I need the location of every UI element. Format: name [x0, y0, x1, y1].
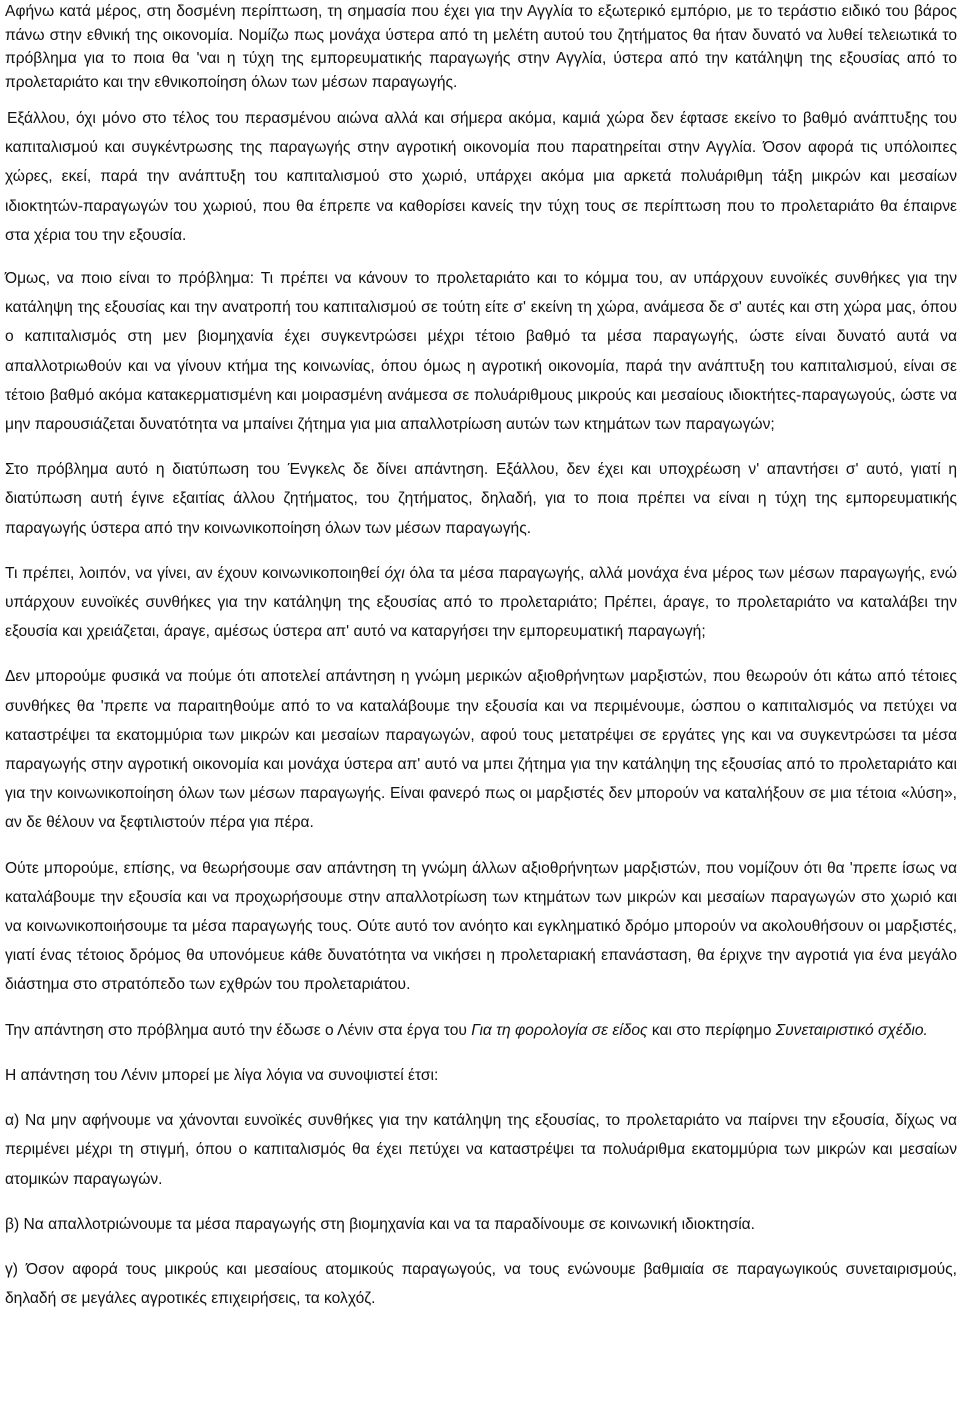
paragraph-gap	[5, 1090, 957, 1106]
paragraph-8	[5, 1016, 957, 1045]
paragraph-gap	[5, 94, 957, 104]
paragraph-gap	[5, 1045, 957, 1061]
paragraph-1: Αφήνω κατά μέρος, στη δοσμένη περίπτωση, τη σημασία που έχει για την Αγγλία το εξωτερικό εμπόριο, με το τεράστιο ειδικό του βάρος πάνω στην εθνική της οικονομία. Νομίζω πως μονάχα ύστερα από τη μελέτη αυτού του ζητήματος θα ήταν δυνατό να λυθεί τελειωτικά το πρόβλημα για το ποια θα 'ναι η τύχη της εμπορευματικής παραγωγής στην Αγγλία, ύστερα από την κατάληψη της εξουσίας από το προλεταριάτο και την εθνικοποίηση όλων των μέσων παραγωγής.	[5, 3, 957, 91]
paragraph-gap	[5, 1239, 957, 1255]
paragraph-gap	[5, 543, 957, 559]
paragraph-6: Δεν μπορούμε φυσικά να πούμε ότι αποτελεί απάντηση η γνώμη μερικών αξιοθρήνητων μαρξιστών, που θεωρούν ότι κάτω από τέτοιες συνθήκες θα 'πρεπε να παραιτηθούμε από το να καταλάβουμε την εξουσία και να περιμένουμε, ώσπου ο καπιταλισμός να πετύχει να καταστρέψει τα εκατομμύρια των μικρών και μεσαίων παραγωγών, αφού τους μετατρέψει σε εργάτες γης και να συγκεντρώσει τα μέσα παραγωγής στην αγροτική οικονομία και μονάχα ύστερα απ' αυτό να μπει ζήτημα για την κατάληψη της εξουσίας από το προλεταριάτο και για την κοινωνικοποίηση όλων των μέσων παραγωγής. Είναι φανερό πως οι μαρξιστές δεν μπορούν να καταλήξουν σε μια τέτοια «λύση», αν δε θέλουν να ξεφτιλιστούν πέρα για πέρα.	[5, 668, 957, 832]
paragraph-5-text-after: όλα τα μέσα παραγωγής, αλλά μονάχα ένα μέρος των μέσων παραγωγής, ενώ υπάρχουν ευνοϊκές συνθήκες για την κατάληψη της εξουσίας από το προλεταριάτο; Πρέπει, άραγε, το προλεταριάτο να καταλάβει την εξουσία και χρειάζεται, άραγε, αμέσως ύστερα απ' αυτό να καταργήσει την εμπορευματική παραγωγή;	[5, 564, 957, 641]
paragraph-3: Όμως, να ποιο είναι το πρόβλημα: Τι πρέπει να κάνουν το προλεταριάτο και το κόμμα του, αν υπάρχουν ευνοϊκές συνθήκες για την κατάληψη της εξουσίας και την ανατροπή του καπιταλισμού σε τούτη είτε σ' εκείνη τη χώρα, ανάμεσα δε σ' αυτές και στη χώρα μας, όπου ο καπιταλισμός στη μεν βιομηχανία έχει συγκεντρώσει μέχρι τέτοιο βαθμό τα μέσα παραγωγής, ώστε είναι δυνατό αυτά να απαλλοτριωθούν και να γίνουν κτήμα της κοινωνίας, όπου όμως η αγροτική οικονομία, παρά την ανάπτυξη του καπιταλισμού, είναι σε τέτοιο βαθμό ακόμα κατακερματισμένη και μοιρασμένη ανάμεσα σε πολυάριθμους μικρούς και μεσαίους ιδιοκτήτες-παραγωγούς, ώστε να μην παρουσιάζεται δυνατότητα να μπαίνει ζήτημα για μια απαλλοτρίωση αυτών των κτημάτων των παραγωγών;	[5, 270, 957, 434]
paragraph-8-text-middle: και στο περίφημο	[647, 1021, 776, 1039]
paragraph-gap	[5, 646, 957, 662]
paragraph-gap	[5, 1194, 957, 1210]
paragraph-5-italic: όχι	[384, 564, 405, 582]
list-item-a: α) Να μην αφήνουμε να χάνονται ευνοϊκές συνθήκες για την κατάληψη της εξουσίας, το προλεταριάτο να παίρνει την εξουσία, δίχως να περιμένει μέχρι τη στιγμή, όπου ο καπιταλισμός θα έχει πετύχει να καταστρέψει τα πολυάριθμα εκατομμύρια των μικρών και μεσαίων ατομικών παραγωγών.	[5, 1112, 957, 1188]
paragraph-gap	[5, 838, 957, 854]
paragraph-9: Η απάντηση του Λένιν μπορεί με λίγα λόγια να συνοψιστεί έτσι:	[5, 1066, 439, 1084]
paragraph-2: Εξάλλου, όχι μόνο στο τέλος του περασμένου αιώνα αλλά και σήμερα ακόμα, καμιά χώρα δεν έφτασε εκείνο το βαθμό ανάπτυξης του καπιταλισμού και συγκέντρωσης της παραγωγής στην αγροτική οικονομία που παρατηρείται στην Αγγλία. Όσον αφορά τις υπόλοιπες χώρες, εκεί, παρά την ανάπτυξη του καπιταλισμού στο χωριό, υπάρχει ακόμα μια αρκετά πολυάριθμη τάξη μικρών και μεσαίων ιδιοκτητών-παραγωγών του χωριού, που θα έπρεπε να καθορίσει κανείς την τύχη τους σε περίπτωση που το προλεταριάτο θα έπαιρνε στα χέρια του την εξουσία.	[5, 110, 957, 244]
paragraph-7: Ούτε μπορούμε, επίσης, να θεωρήσουμε σαν απάντηση τη γνώμη άλλων αξιοθρήνητων μαρξιστών, που νομίζουν ότι θα 'πρεπε ίσως να καταλάβουμε την εξουσία και να προχωρήσουμε στην απαλλοτρίωση των κτημάτων των μικρών και μεσαίων παραγωγών στο χωριό και να κοινωνικοποιήσουμε τα μέσα παραγωγής τους. Ούτε αυτό τον ανόητο και εγκληματικό δρόμο μπορούν να ακολουθήσουν οι μαρξιστές, γιατί ένας τέτοιος δρόμος θα υπονόμευε κάθε δυνατότητα να νικήσει η προλεταριακή επανάσταση, θα έριχνε την αγροτιά για ένα μεγάλο διάστημα στο στρατόπεδο των εχθρών του προλεταριάτου.	[5, 859, 957, 994]
paragraph-8-work-title: Για τη φορολογία σε είδος	[471, 1021, 648, 1039]
list-item-b: β) Να απαλλοτριώνουμε τα μέσα παραγωγής στη βιομηχανία και να τα παραδίνουμε σε κοινωνική ιδιοκτησία.	[5, 1215, 756, 1233]
paragraph-8-work-title-2: Συνεταιριστικό σχέδιο.	[775, 1021, 928, 1039]
paragraph-5	[5, 559, 957, 647]
paragraph-4: Στο πρόβλημα αυτό η διατύπωση του Ένγκελς δε δίνει απάντηση. Εξάλλου, δεν έχει και υποχρέωση ν' απαντήσει σ' αυτό, γιατί η διατύπωση αυτή έγινε εξαιτίας άλλου ζητήματος, του ζητήματος, δηλαδή, για το ποια πρέπει να είναι η τύχη της εμπορευματικής παραγωγής ύστερα από την κοινωνικοποίηση όλων των μέσων παραγωγής.	[5, 461, 957, 537]
paragraph-gap	[5, 439, 957, 455]
paragraph-gap	[5, 1000, 957, 1016]
paragraph-gap	[5, 250, 957, 264]
paragraph-5-text-before: Τι πρέπει, λοιπόν, να γίνει, αν έχουν κοινωνικοποιηθεί	[5, 564, 385, 582]
list-item-c: γ) Όσον αφορά τους μικρούς και μεσαίους ατομικούς παραγωγούς, να τους ενώνουμε βαθμιαία σε παραγωγικούς συνεταιρισμούς, δηλαδή σε μεγάλες αγροτικές επιχειρήσεις, τα κολχόζ.	[5, 1260, 957, 1308]
paragraph-8-text-before: Την απάντηση στο πρόβλημα αυτό την έδωσε ο Λένιν στα έργα του	[5, 1021, 472, 1039]
document-page	[5, 0, 957, 1313]
